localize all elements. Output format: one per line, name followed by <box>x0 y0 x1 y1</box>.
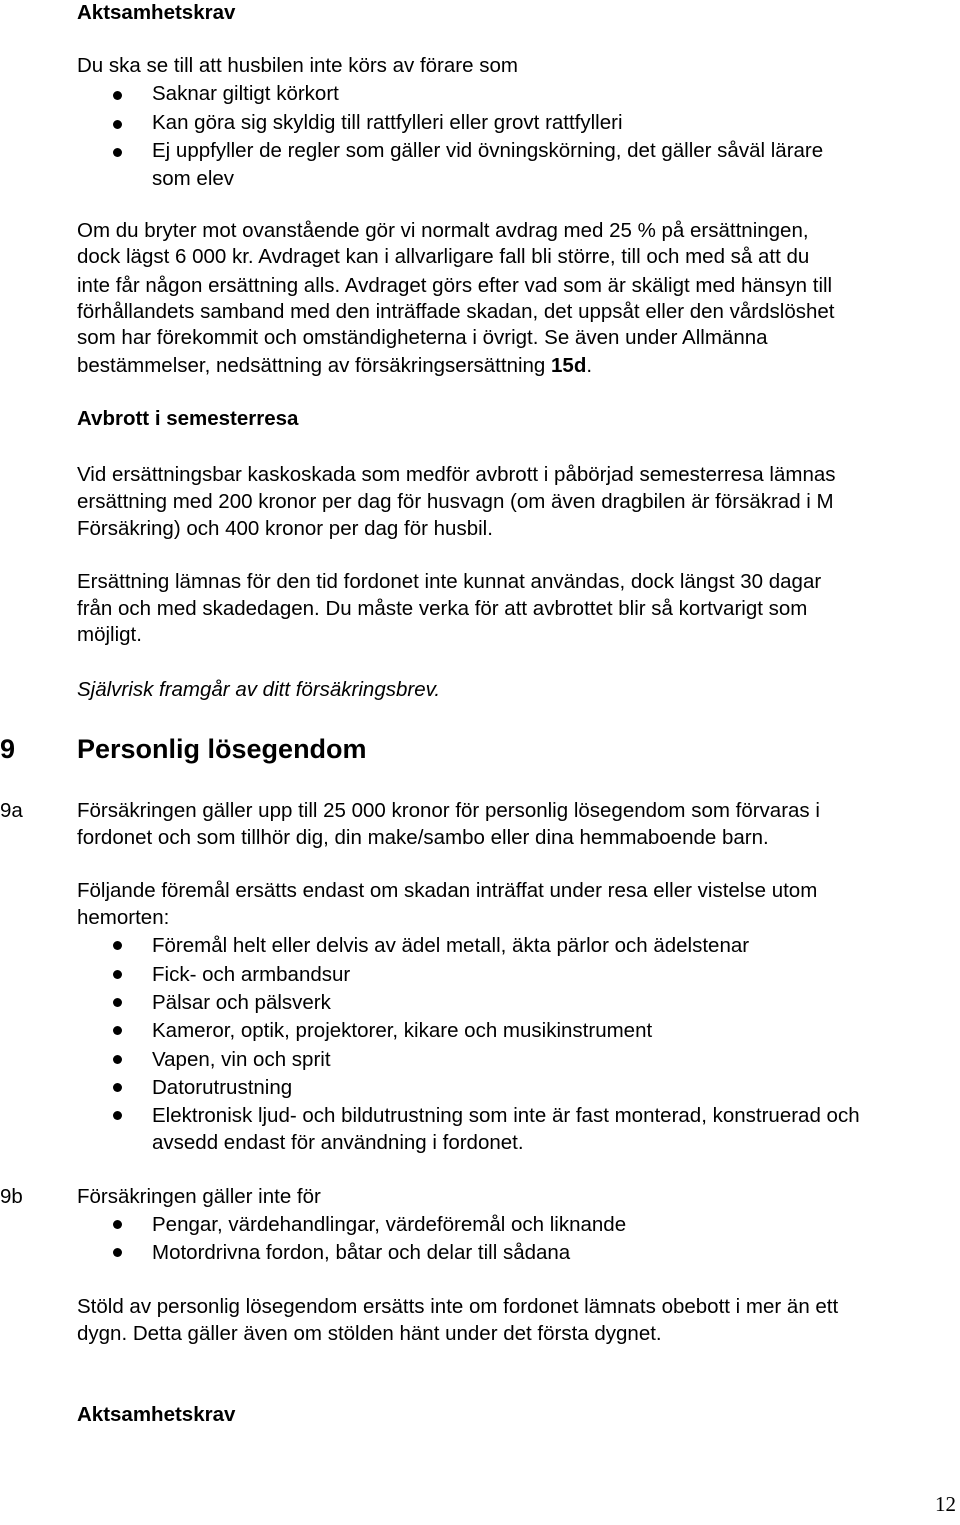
paragraph-line: Stöld av personlig lösegendom ersätts inte om fordonet lämnats obebott i mer än ett <box>77 1295 839 1318</box>
bullet-icon <box>113 120 122 129</box>
deductible-note: Självrisk framgår av ditt försäkringsbrev. <box>77 678 441 701</box>
paragraph-line: hemorten: <box>77 906 170 929</box>
paragraph-line: som har förekommit och omständigheterna i övrigt. Se även under Allmänna <box>77 326 768 349</box>
paragraph-text: bestämmelser, nedsättning av försäkringsersättning <box>77 354 552 377</box>
bullet-icon <box>113 998 122 1007</box>
bullet-icon <box>113 148 122 157</box>
paragraph-line: Försäkringen gäller upp till 25 000 kronor för personlig lösegendom som förvaras i <box>77 799 820 822</box>
paragraph-line: Vid ersättningsbar kaskoskada som medför avbrott i påbörjad semesterresa lämnas <box>77 463 836 486</box>
list-item: Vapen, vin och sprit <box>152 1048 331 1071</box>
section-title: Personlig lösegendom <box>77 734 367 764</box>
section-number: 9 <box>0 734 16 764</box>
list-item: Föremål helt eller delvis av ädel metall, äkta pärlor och ädelstenar <box>152 934 750 957</box>
list-item: Motordrivna fordon, båtar och delar till sådana <box>152 1241 571 1264</box>
list-item-cont: avsedd endast för användning i fordonet. <box>152 1131 524 1154</box>
paragraph-line: inte får någon ersättning alls. Avdraget görs efter vad som är skäligt med hänsyn till <box>77 274 833 297</box>
paragraph-line: dygn. Detta gäller även om stölden hänt under det första dygnet. <box>77 1322 662 1345</box>
bullet-icon <box>113 1248 122 1257</box>
section-reference: 15d <box>551 354 587 377</box>
paragraph-line: Ersättning lämnas för den tid fordonet inte kunnat användas, dock längst 30 dagar <box>77 570 822 593</box>
bullet-icon <box>113 1055 122 1064</box>
list-item: Kameror, optik, projektorer, kikare och musikinstrument <box>152 1019 653 1042</box>
list-item: Elektronisk ljud- och bildutrustning som inte är fast monterad, konstruerad och <box>152 1104 860 1127</box>
bullet-icon <box>113 1220 122 1229</box>
paragraph-line: Om du bryter mot ovanstående gör vi normalt avdrag med 25 % på ersättningen, <box>77 219 809 242</box>
paragraph-line: från och med skadedagen. Du måste verka för att avbrottet blir så kortvarigt som <box>77 597 808 620</box>
paragraph-line: Försäkring) och 400 kronor per dag för husbil. <box>77 517 493 540</box>
page-number: 12 <box>935 1492 956 1516</box>
list-item: Fick- och armbandsur <box>152 963 351 986</box>
list-item: Saknar giltigt körkort <box>152 82 339 105</box>
subsection-label: 9b <box>0 1185 23 1208</box>
paragraph-line: ersättning med 200 kronor per dag för husvagn (om även dragbilen är försäkrad i M <box>77 490 834 513</box>
paragraph-line: möjligt. <box>77 623 142 646</box>
bullet-icon <box>113 941 122 950</box>
paragraph-line-ref <box>77 353 592 379</box>
heading-aktsamhetskrav-footer: Aktsamhetskrav <box>77 1403 236 1426</box>
paragraph-line: förhållandets samband med den inträffade skadan, det uppsåt eller den vårdslöshet <box>77 300 835 323</box>
paragraph-line: Försäkringen gäller inte för <box>77 1185 321 1208</box>
list-item: Datorutrustning <box>152 1076 293 1099</box>
intro-text: Du ska se till att husbilen inte körs av förare som <box>77 54 518 77</box>
list-item: Pengar, värdehandlingar, värdeföremål och liknande <box>152 1213 627 1236</box>
bullet-icon <box>113 1026 122 1035</box>
list-item: Ej uppfyller de regler som gäller vid övningskörning, det gäller såväl lärare <box>152 139 824 162</box>
heading-aktsamhetskrav: Aktsamhetskrav <box>77 1 236 24</box>
paragraph-line: dock lägst 6 000 kr. Avdraget kan i allvarligare fall bli större, till och med så att du <box>77 245 810 268</box>
sentence-end: . <box>586 354 593 377</box>
list-item: Kan göra sig skyldig till rattfylleri eller grovt rattfylleri <box>152 111 623 134</box>
bullet-icon <box>113 1111 122 1120</box>
heading-avbrott: Avbrott i semesterresa <box>77 407 299 430</box>
list-item: Pälsar och pälsverk <box>152 991 331 1014</box>
bullet-icon <box>113 1083 122 1092</box>
paragraph-line: fordonet och som tillhör dig, din make/sambo eller dina hemmaboende barn. <box>77 826 769 849</box>
paragraph-line: Följande föremål ersätts endast om skadan inträffat under resa eller vistelse utom <box>77 879 818 902</box>
bullet-icon <box>113 970 122 979</box>
bullet-icon <box>113 91 122 100</box>
list-item-cont: som elev <box>152 167 235 190</box>
subsection-label: 9a <box>0 799 23 822</box>
